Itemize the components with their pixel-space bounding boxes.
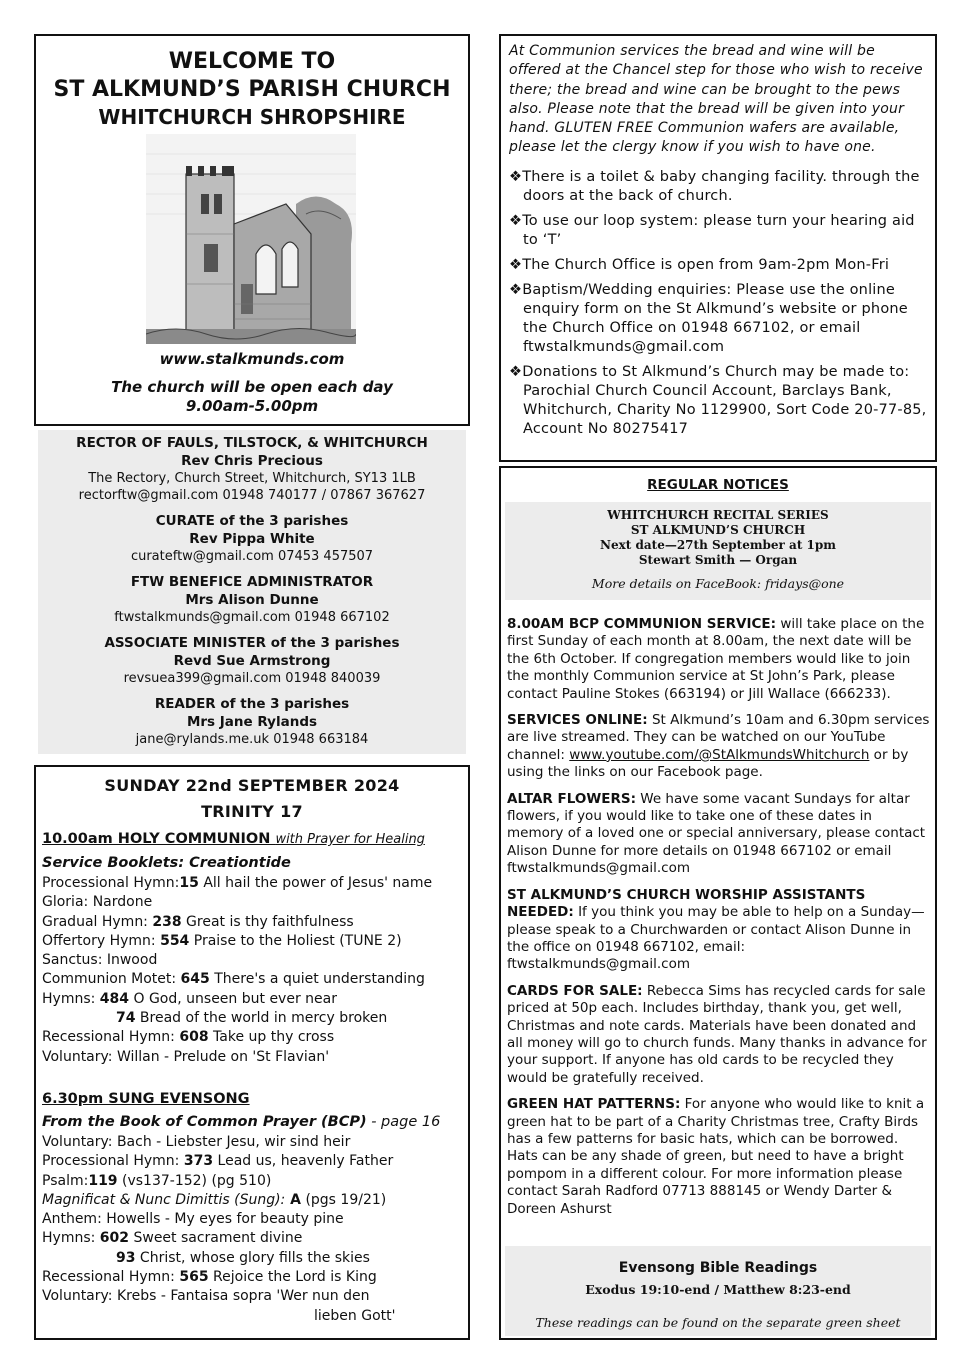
clergy-panel [38,430,466,754]
evening-item: Magnificat & Nunc Dimittis (Sung): A (pgs 19/21) [42,1191,387,1208]
evening-item: Hymns: 602 Sweet sacrament divine [42,1230,303,1247]
welcome-box [34,34,470,426]
communion-text: At Communion services the bread and wine will be offered at the Chancel step for those who wish to receive there; the bread and wine can be brought to the pews also. Please note that the bread will be given into your hand. GLUTEN FREE Communion wafers are available, please let the clergy know if you wish to have one. [509,43,923,156]
notice-item: CARDS FOR SALE: Rebecca Sims has recycled cards for sale priced at 50p each. Includes birthday, thank you, get well, Christmas and note cards. Materials have been donated and all money will go to church funds. Many thanks in advance for your support. If anyone has old cards to be recycled they would be gratefully received. [507,982,927,1086]
role-title: ASSOCIATE MINISTER of the 3 parishes [104,635,400,651]
morning-service-title: 10.00am HOLY COMMUNION [42,831,276,847]
role-title: READER of the 3 parishes [154,696,350,712]
evening-item: Voluntary: Bach - Liebster Jesu, wir sind heir [42,1133,351,1150]
bcp-page: - page 16 [366,1113,441,1130]
morning-service-heading [42,829,462,850]
evening-item: Voluntary: Krebs - Fantaisa sopra 'Wer nun den [42,1288,370,1305]
role-title: RECTOR OF FAULS, TILSTOCK, & WHITCHURCH [76,435,428,451]
morning-item: Communion Motet: 645 There's a quiet understanding [42,971,425,988]
role-title: CURATE of the 3 parishes [155,513,349,529]
healing-note: with Prayer for Healing [275,832,425,847]
morning-item: Recessional Hymn: 608 Take up thy cross [42,1029,335,1046]
person-name: Rev Chris Precious [181,453,323,469]
person-name: Mrs Alison Dunne [185,592,319,608]
person-name: Mrs Jane Rylands [186,714,318,730]
recital-venue: ST ALKMUND’S CHURCH [630,523,806,537]
diamond-bullet-icon: ❖ [509,256,523,273]
curate-block [38,512,466,565]
person-name: Revd Sue Armstrong [173,653,331,669]
diamond-bullet-icon: ❖ [509,281,523,298]
administrator-block [38,573,466,626]
morning-item: Sanctus: Inwood [42,952,158,969]
sunday-services-box [34,765,470,1340]
bcp-reference [42,1111,462,1133]
regular-notices-box [499,466,937,1340]
evensong-title: Evensong Bible Readings [618,1260,818,1276]
contact: revsuea399@gmail.com 01948 840039 [123,671,381,686]
notice-item: ST ALKMUND’S CHURCH WORSHIP ASSISTANTS NEEDED: If you think you may be able to help on a Sunday—please speak to a Churchwarden or contact Alison Dunne in the office on 01948 667102, email: ftwstalkmunds@gmail.com [507,886,925,973]
evensong-readings-panel [505,1246,931,1336]
morning-item: 74 Bread of the world in mercy broken [116,1010,388,1027]
info-bullet: ❖Baptism/Wedding enquiries: Please use the online enquiry form on the St Alkmund’s website or phone the Church Office on 01948 667102, or email ftwstalkmunds@gmail.com [509,281,908,355]
recital-panel [505,502,931,572]
recital-performer: Stewart Smith — Organ [638,553,798,567]
associate-minister-block [38,634,466,687]
evening-item: Recessional Hymn: 565 Rejoice the Lord is King [42,1269,377,1286]
communion-info-box [499,34,937,462]
address: The Rectory, Church Street, Whitchurch, SY13 1LB [88,471,416,486]
contact: jane@rylands.me.uk 01948 663184 [135,732,369,747]
liturgical-day: TRINITY 17 [201,802,303,821]
morning-item: Voluntary: Willan - Prelude on 'St Flavian' [42,1048,330,1065]
role-title: FTW BENEFICE ADMINISTRATOR [130,574,374,590]
notices-title: REGULAR NOTICES [647,477,789,493]
morning-item: Hymns: 484 O God, unseen but ever near [42,990,337,1007]
opening-line: The church will be open each day [111,378,393,396]
contact: rectorftw@gmail.com 01948 740177 / 07867 367627 [78,488,426,503]
diamond-bullet-icon: ❖ [509,212,523,229]
morning-item: Gloria: Nardone [42,894,153,911]
notice-item: GREEN HAT PATTERNS: For anyone who would like to knit a green hat to be part of a Charity Christmas tree, Crafty Birds has a few patterns for basic hats, which can be borrowed. Hats can be any shade of green, but need to have a bright pompom in a different colour. For more information please contact Sarah Radford 07713 888145 or Wendy Darter & Doreen Ashurst [507,1096,925,1217]
evensong-note: These readings can be found on the separate green sheet [535,1315,901,1330]
bcp-title: From the Book of Common Prayer (BCP) [42,1113,367,1130]
youtube-link[interactable]: www.youtube.com/@StAlkmundsWhitchurch [569,746,870,763]
service-booklets: Service Booklets: Creationtide [42,855,291,871]
evening-service-heading: 6.30pm SUNG EVENSONG [42,1090,250,1107]
evening-item: Anthem: Howells - My eyes for beauty pine [42,1211,344,1228]
info-bullet: ❖There is a toilet & baby changing facility. through the doors at the back of church. [509,168,920,204]
recital-date: Next date—27th September at 1pm [600,538,836,552]
evening-item: lieben Gott' [314,1307,396,1324]
notice-item: SERVICES ONLINE: St Alkmund’s 10am and 6.30pm services are live streamed. They can be watched on our YouTube channel: www.youtube.com/@StAlkmundsWhitchurch or by using the links on our Facebook page. [507,712,930,781]
morning-item: Processional Hymn:15 All hail the power of Jesus' name [42,875,433,891]
info-bullet: ❖The Church Office is open from 9am-2pm Mon-Fri [509,256,890,273]
recital-more-details: More details on FaceBook: fridays@one [505,572,931,600]
opening-hours: 9.00am-5.00pm [185,397,319,415]
welcome-location: WHITCHURCH SHROPSHIRE [98,105,406,129]
diamond-bullet-icon: ❖ [509,363,523,380]
evening-item: Psalm:119 (vs137-152) (pg 510) [42,1172,272,1189]
info-bullet: ❖Donations to St Alkmund’s Church may be made to: Parochial Church Council Account, Barclays Bank, Whitchurch, Charity No 1129900, Sort Code 20-77-85, Account No 80275417 [509,363,927,437]
recital-series: WHITCHURCH RECITAL SERIES [607,508,829,522]
church-illustration [146,134,356,344]
contact: ftwstalkmunds@gmail.com 01948 667102 [114,610,390,625]
person-name: Rev Pippa White [189,531,315,547]
morning-item: Gradual Hymn: 238 Great is thy faithfulness [42,913,354,930]
reader-block [38,695,466,748]
welcome-church-name: ST ALKMUND’S PARISH CHURCH [53,77,451,102]
morning-item: Offertory Hymn: 554 Praise to the Holiest (TUNE 2) [42,932,402,949]
evening-item: Processional Hymn: 373 Lead us, heavenly Father [42,1153,394,1170]
notice-list [507,616,931,1227]
contact: curateftw@gmail.com 07453 457507 [130,549,374,564]
rector-block [38,434,466,504]
welcome-line1: WELCOME TO [168,49,336,74]
evening-item: 93 Christ, whose glory fills the skies [116,1249,370,1266]
diamond-bullet-icon: ❖ [509,168,523,185]
notice-item: 8.00AM BCP COMMUNION SERVICE: will take place on the first Sunday of each month at 8.00am, the next date will be the 6th October. If congregation members would like to join the monthly Communion service at St John’s Park, please contact Pauline Stokes (663194) or Jill Wallace (666233). [507,616,925,702]
service-date: SUNDAY 22nd SEPTEMBER 2024 [104,776,400,795]
evensong-readings: Exodus 19:10-end / Matthew 8:23-end [585,1282,851,1297]
notice-item: ALTAR FLOWERS: We have some vacant Sundays for altar flowers, if you would like to take one of these dates in memory of a loved one or special anniversary, please contact Alison Dunne for more details on 01948 667102 or email ftwstalkmunds@gmail.com [507,790,926,877]
info-bullet: ❖To use our loop system: please turn your hearing aid to ‘T’ [509,212,915,248]
website-link[interactable]: www.stalkmunds.com [159,350,345,368]
